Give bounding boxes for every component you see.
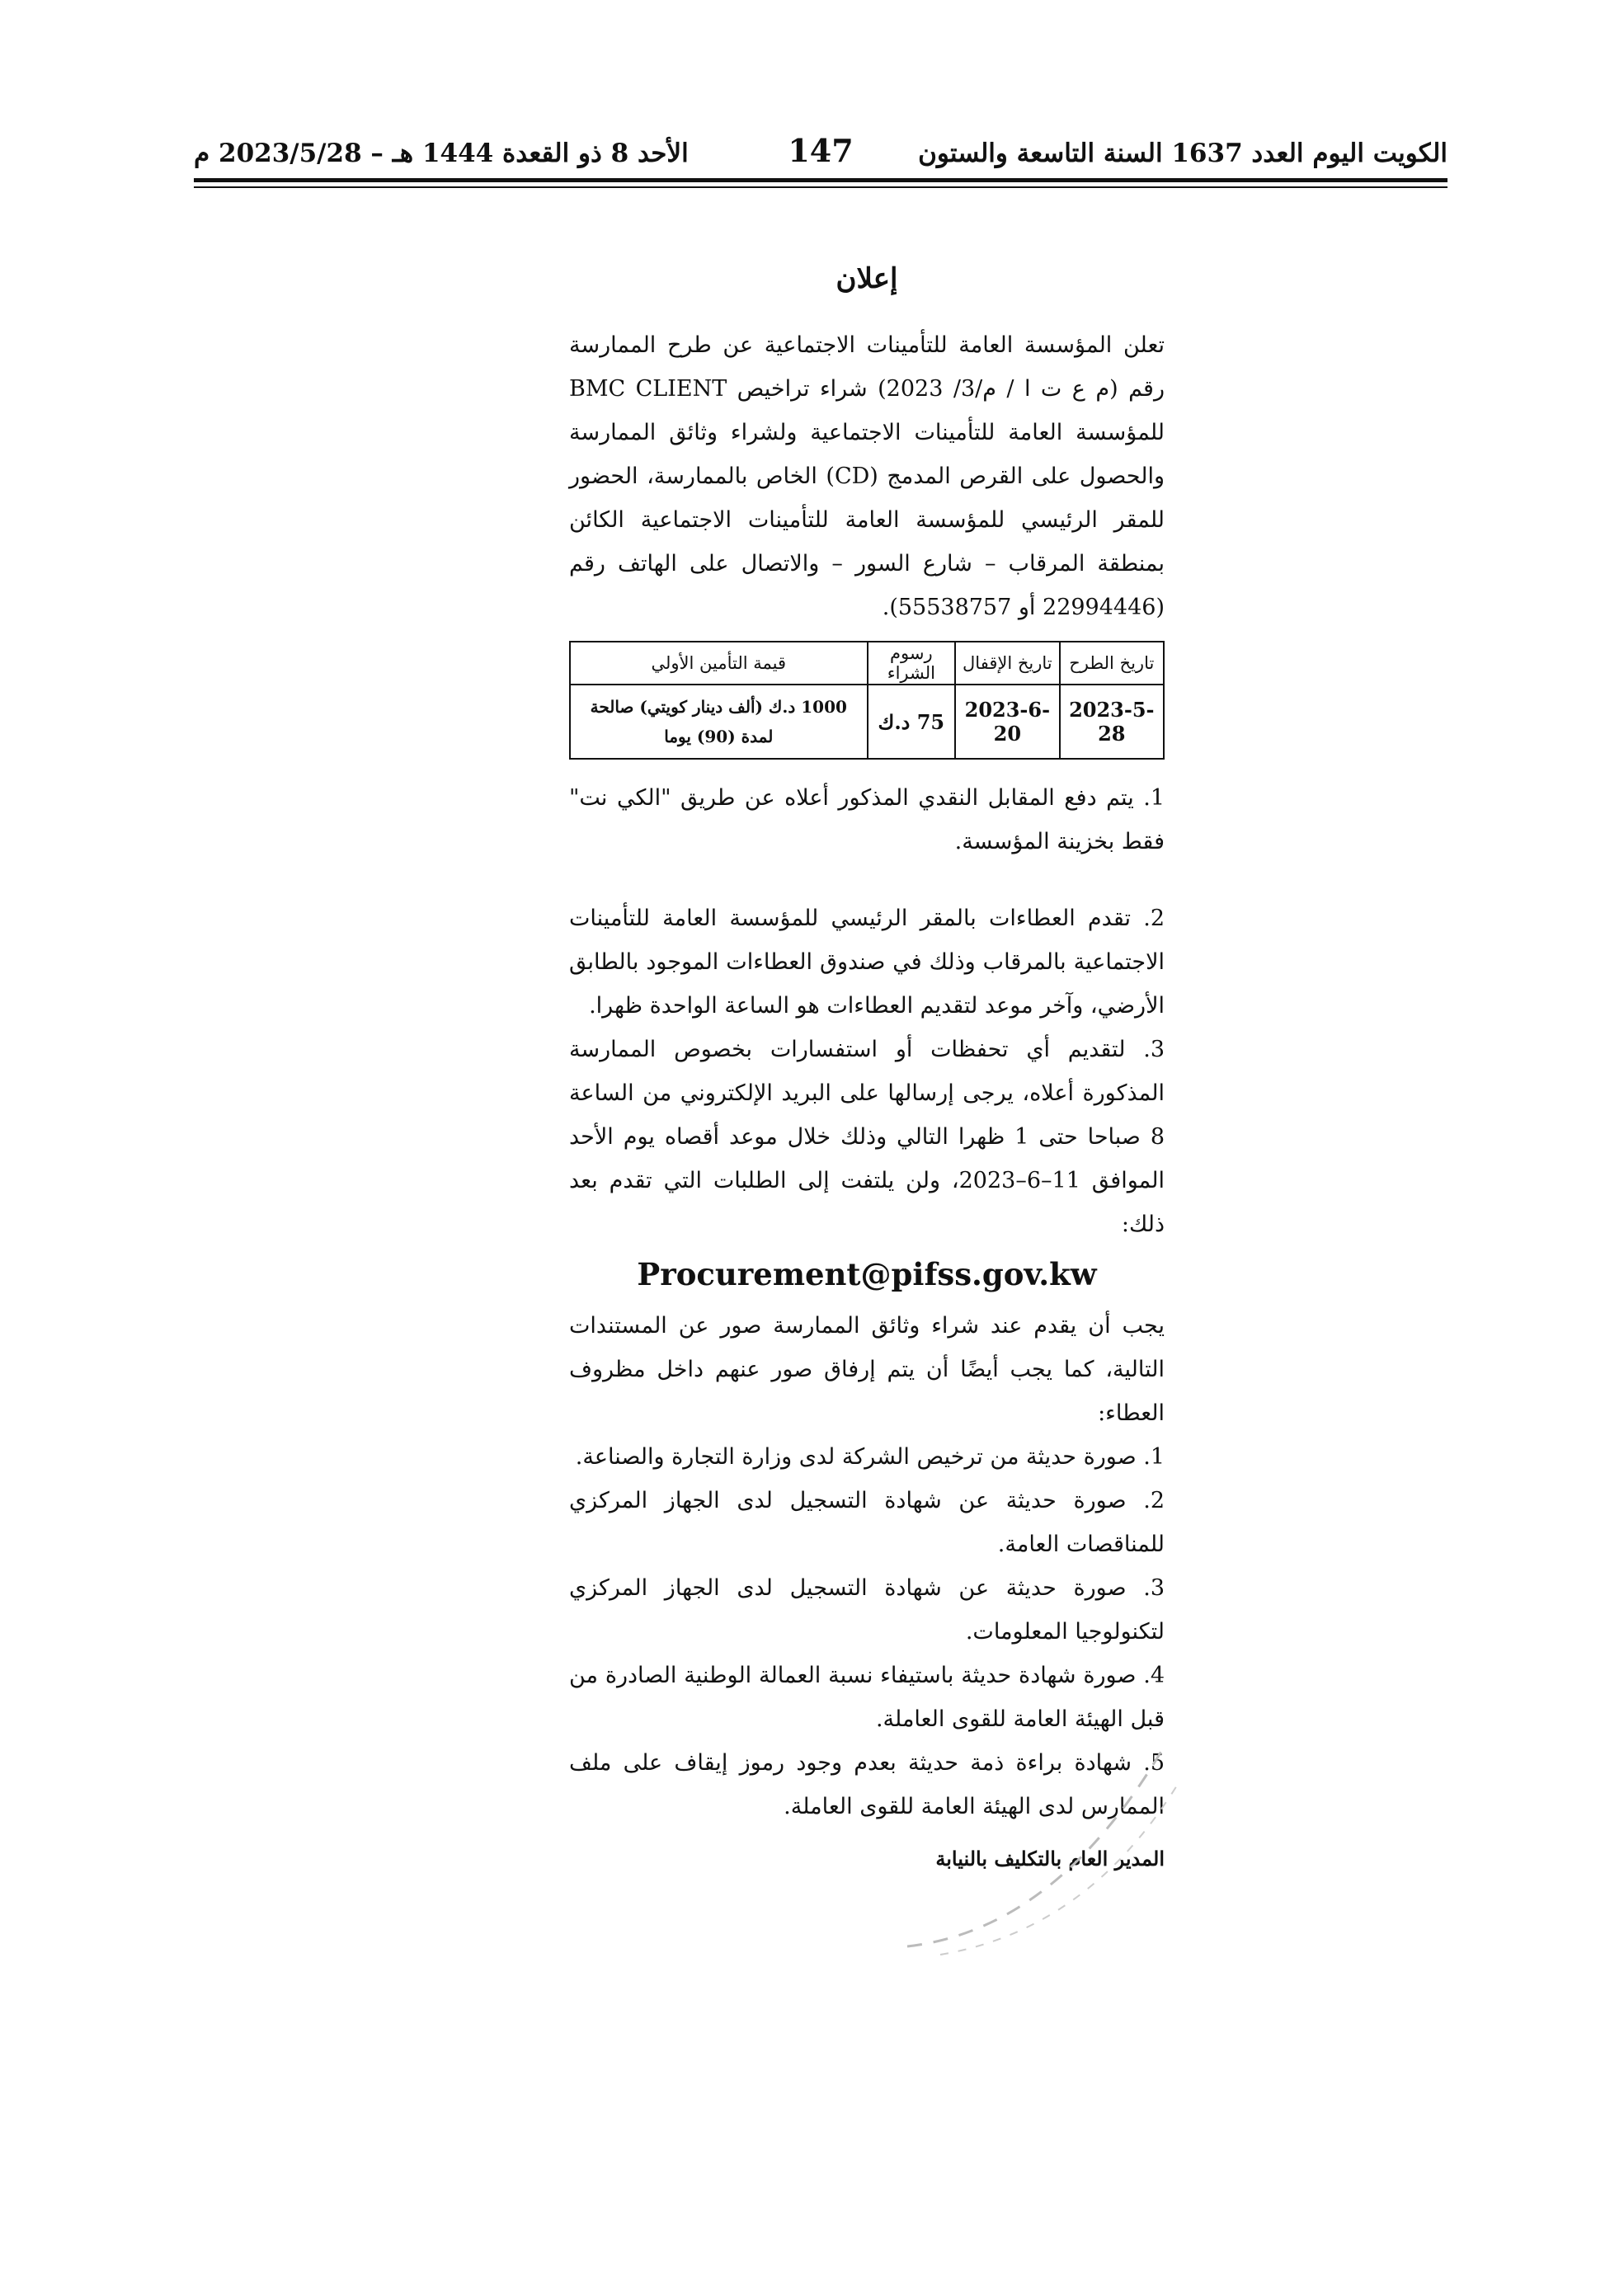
announcement-column (569, 262, 1165, 1871)
signature-line: المدير العام بالتكليف بالنيابة (935, 1847, 1165, 1871)
issue-date: الأحد 8 ذو القعدة 1444 هـ – 2023/5/28 م (194, 139, 689, 168)
requirement-item: 1. صورة حديثة من ترخيص الشركة لدى وزارة التجارة والصناعة. (575, 1444, 1165, 1470)
page-number: 147 (788, 132, 854, 169)
table-header: قيمة التأمين الأولي (570, 642, 868, 685)
table-header: تاريخ الإقفال (955, 642, 1059, 685)
note-2: 2. تقدم العطاءات بالمقر الرئيسي للمؤسسة العامة للتأمينات الاجتماعية بالمرقاب وذلك في صندوق العطاءات الموجود بالطابق الأرضي، وآخر موعد لتقديم العطاءات هو الساعة الواحدة ظهرا. (569, 906, 1165, 1019)
requirement-item: 4. صورة شهادة حديثة باستيفاء نسبة العمالة الوطنية الصادرة من قبل الهيئة العامة للقوى العاملة. (569, 1663, 1165, 1732)
announcement-intro: تعلن المؤسسة العامة للتأمينات الاجتماعية عن طرح الممارسة رقم (م ع ت ا / م/3/ 2023) شراء تراخيص BMC CLIENT للمؤسسة العامة للتأمينات الاجتماعية ولشراء وثائق الممارسة والحصول على القرص المدمج (CD) الخاص بالممارسة، الحضور للمقر الرئيسي للمؤسسة العامة للتأمينات الاجتماعية الكائن بمنطقة المرقاب – شارع السور – والاتصال على الهاتف رقم (22994446 أو 55538757). (569, 332, 1165, 620)
issue-info: الكويت اليوم العدد 1637 السنة التاسعة والستون (918, 139, 1447, 168)
table-row (570, 685, 1164, 759)
header-rule-thick (194, 178, 1447, 182)
table-cell-fee: 75 د.ك (868, 685, 956, 759)
table-header: تاريخ الطرح (1060, 642, 1164, 685)
note-3: 3. لتقديم أي تحفظات أو استفسارات بخصوص الممارسة المذكورة أعلاه، يرجى إرسالها على البريد الإلكتروني من الساعة 8 صباحا حتى 1 ظهرا التالي وذلك خلال موعد أقصاه يوم الأحد الموافق 11–6–2023، ولن يلتفت إلى الطلبات التي تقدم بعد ذلك: (569, 1037, 1165, 1237)
note-1: 1. يتم دفع المقابل النقدي المذكور أعلاه عن طريق "الكي نت" فقط بخزينة المؤسسة. (569, 785, 1165, 854)
procurement-email[interactable]: Procurement@pifss.gov.kw (637, 1256, 1097, 1292)
table-header-row (570, 642, 1164, 685)
table-cell-bond: 1000 د.ك (ألف دينار كويتي) صالحة لمدة (90) يوما (570, 685, 868, 759)
requirement-item: 2. صورة حديثة عن شهادة التسجيل لدى الجهاز المركزي للمناقصات العامة. (569, 1488, 1165, 1557)
header-rule-thin (194, 186, 1447, 188)
table-header: رسوم الشراء (868, 642, 956, 685)
requirement-item: 5. شهادة براءة ذمة حديثة بعدم وجود رموز إيقاف على ملف الممارس لدى الهيئة العامة للقوى العاملة. (569, 1750, 1165, 1819)
page-header (194, 132, 1447, 181)
requirement-item: 3. صورة حديثة عن شهادة التسجيل لدى الجهاز المركزي لتكنولوجيا المعلومات. (569, 1575, 1165, 1645)
table-cell-offer-date: 2023-5-28 (1060, 685, 1164, 759)
requirements-intro: يجب أن يقدم عند شراء وثائق الممارسة صور عن المستندات التالية، كما يجب أيضًا أن يتم إرفاق صور عنهم داخل مظروف العطاء: (569, 1313, 1165, 1426)
watermark-stamp-icon (891, 1682, 1188, 1963)
table-cell-closing-date: 2023-6-20 (955, 685, 1059, 759)
announcement-title: إعلان (836, 262, 898, 295)
tender-table (569, 641, 1165, 760)
